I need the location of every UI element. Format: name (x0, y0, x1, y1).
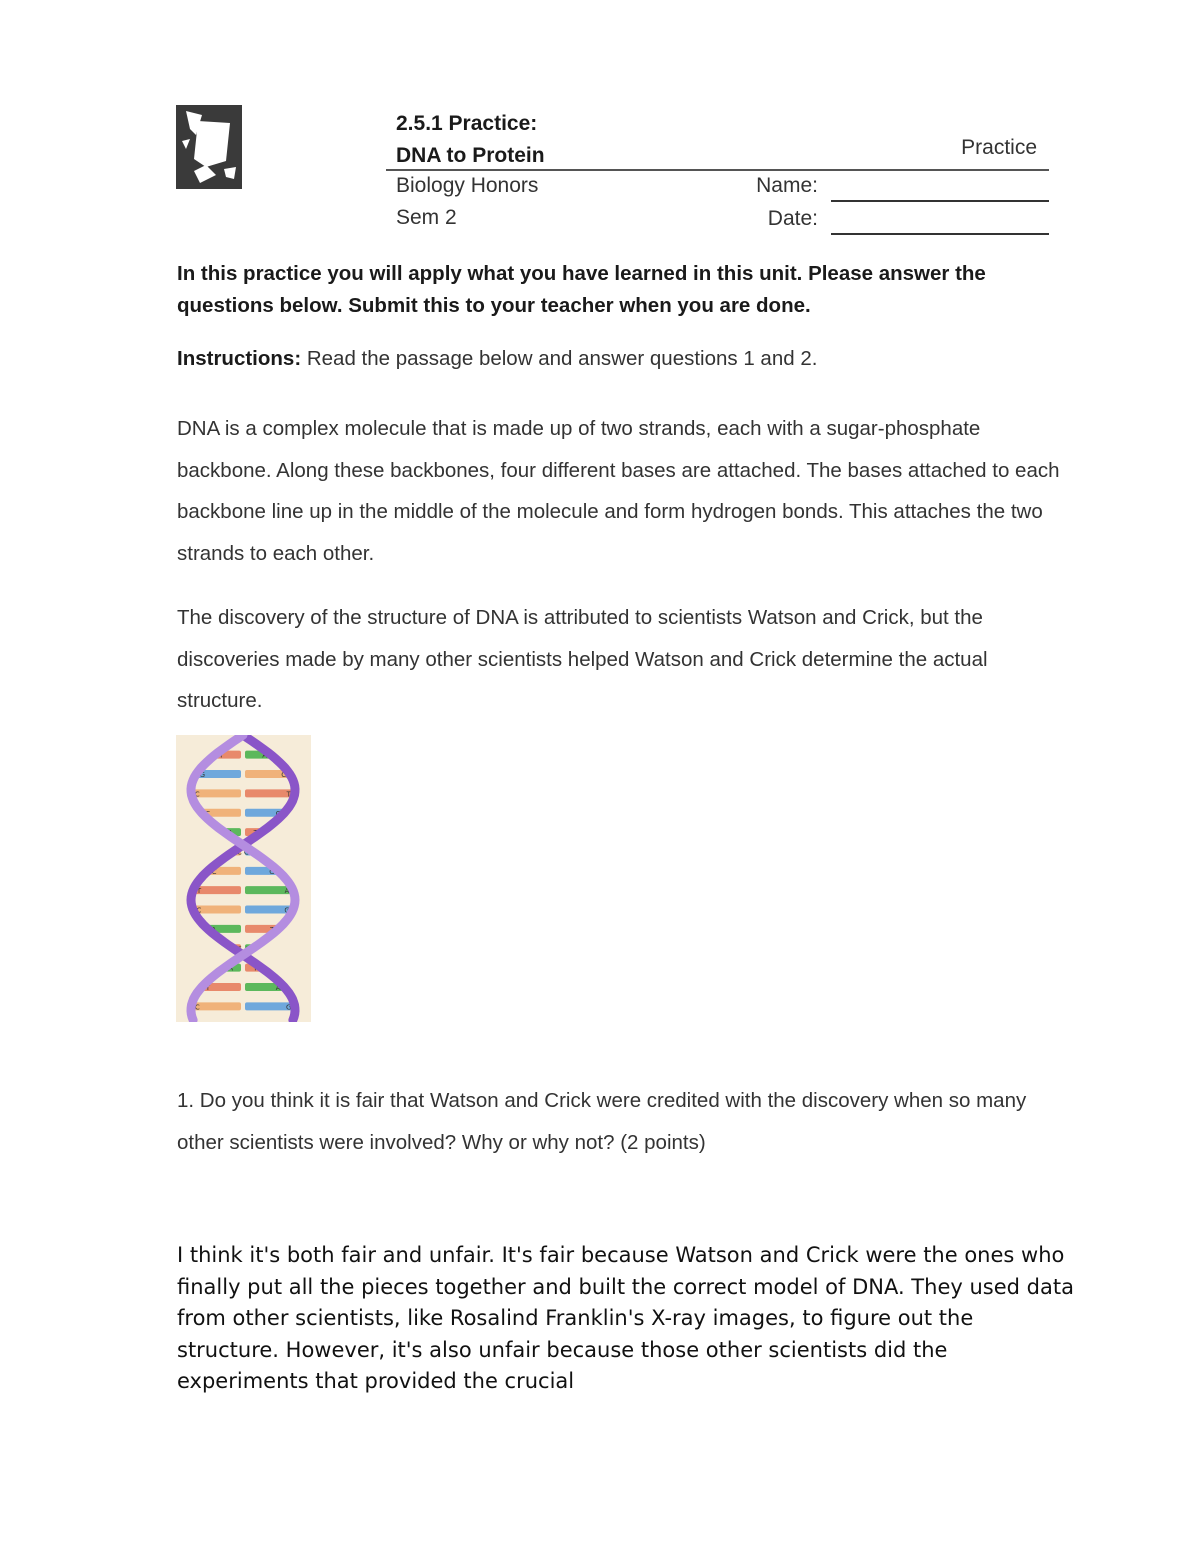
date-label: Date: (767, 207, 818, 230)
base-letter: G (199, 771, 206, 780)
base-letter: A (262, 751, 268, 760)
base-letter: A (211, 925, 217, 934)
base-letter: T (253, 829, 258, 838)
base-letter: T (253, 964, 258, 973)
school-logo-icon (176, 105, 242, 189)
intro-text: In this practice you will apply what you have learned in this unit. Please answer the questions below. Submit this to your teacher when you are done. (177, 262, 986, 317)
question-1: 1. Do you think it is fair that Watson and Crick were credited with the discovery when so many other scientists were involved? Why or why not? (2 points) (177, 1089, 1027, 1154)
base-letter: C (211, 867, 217, 876)
base-letter: T (286, 790, 291, 799)
title-line-2: DNA to Protein (396, 144, 545, 167)
title-line-1: 2.5.1 Practice: (396, 112, 538, 135)
base-letter: C (194, 790, 200, 799)
base-letter: A (275, 983, 281, 992)
base-letter: G (269, 867, 275, 876)
base-letter: C (237, 848, 242, 857)
base-letter: C (205, 809, 211, 818)
base-letter: G (285, 1003, 292, 1012)
base-letter: T (205, 983, 210, 992)
base-letter: C (281, 771, 287, 780)
base-letter: T (196, 887, 202, 896)
semester: Sem 2 (396, 206, 457, 229)
instructions-text: Read the passage below and answer questions 1 and 2. (301, 347, 818, 370)
base-letter: T (219, 751, 224, 760)
base-letter: G (284, 906, 290, 915)
date-field-line[interactable] (831, 233, 1049, 235)
base-letter: A (244, 945, 250, 954)
instructions-label: Instructions: (177, 347, 302, 370)
base-letter: C (194, 1003, 200, 1012)
passage-paragraph-1: DNA is a complex molecule that is made up of two strands, each with a sugar-phosphate backbone. Along these backbones, four different bases are attached. The bases attached to each backbone line up in the middle of the molecule and form hydrogen bonds. This attaches the two strands to each other. (177, 417, 1060, 565)
base-letter: G (243, 848, 250, 857)
base-letter: T (270, 925, 275, 934)
passage-paragraph-2: The discovery of the structure of DNA is attributed to scientists Watson and Crick, but the discoveries made by many other scientists helped Watson and Crick determine the actual structure. (177, 606, 988, 712)
name-label: Name: (756, 174, 818, 197)
course-name: Biology Honors (396, 174, 539, 197)
name-field-line[interactable] (831, 200, 1049, 202)
base-letter: A (284, 887, 290, 896)
base-letter: A (227, 829, 233, 838)
base-letter: A (228, 964, 234, 973)
answer-1-text[interactable]: I think it's both fair and unfair. It's fair because Watson and Crick were the ones who finally put all the pieces together and built the correct model of DNA. They used data from other scientists, like Rosalind Franklin's X-ray images, to figure out the structure. However, it's also unfair because those other scientists did the experiments that provided the crucial (177, 1243, 1074, 1393)
assignment-title (396, 108, 545, 172)
base-letter: G (275, 809, 282, 818)
instructions (177, 343, 817, 375)
course-info (396, 170, 538, 234)
base-letter: T (236, 945, 242, 954)
dna-double-helix-image (176, 735, 311, 1022)
assignment-type: Practice (961, 136, 1037, 159)
base-letter: C (196, 906, 202, 915)
